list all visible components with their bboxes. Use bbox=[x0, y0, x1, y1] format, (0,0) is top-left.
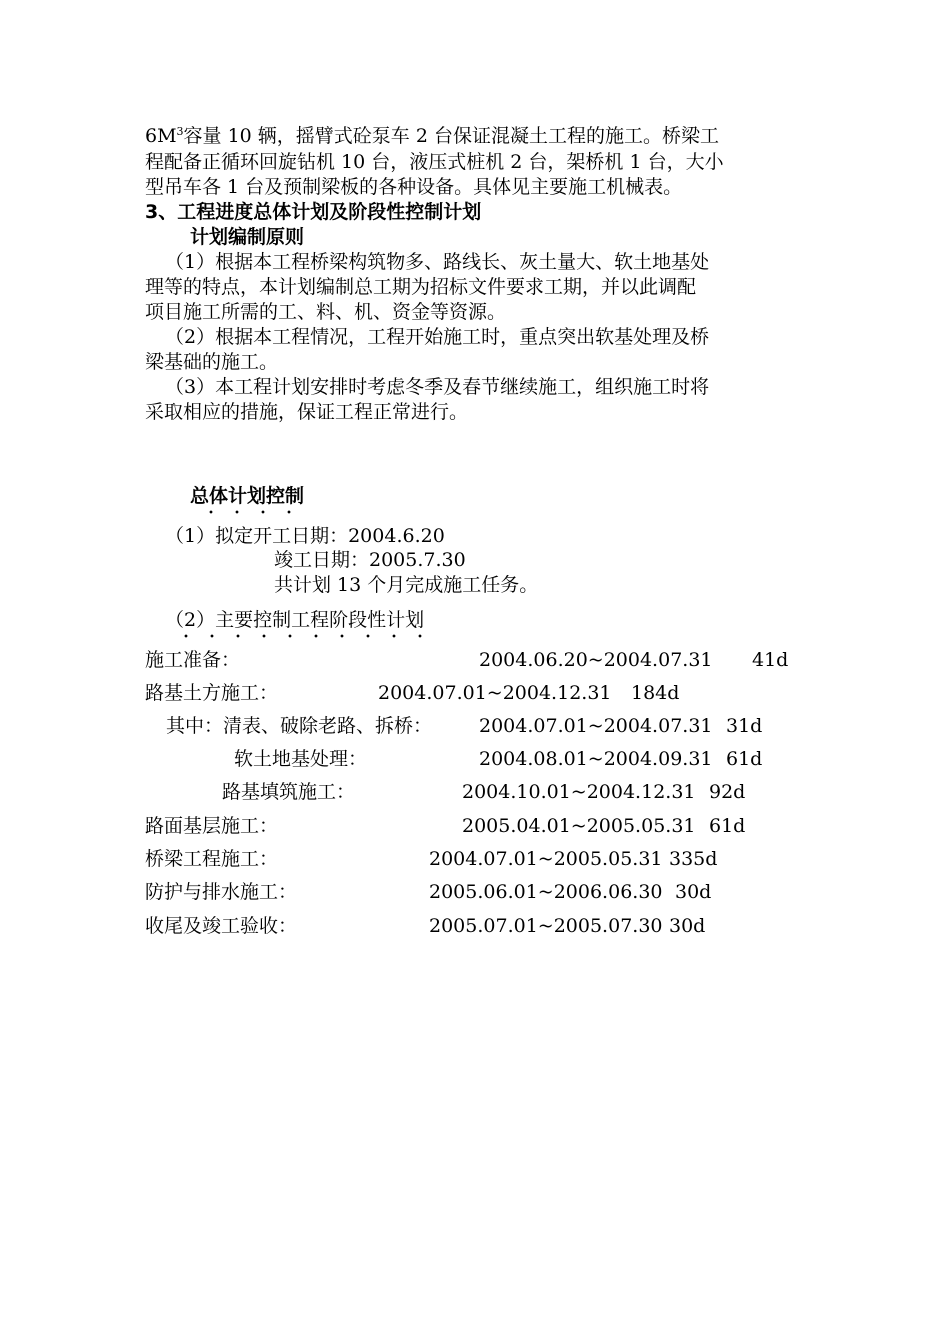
principle-3-line-2: 采取相应的措施，保证工程正常进行。 bbox=[145, 401, 469, 423]
overall-plan-heading bbox=[190, 484, 304, 508]
schedule-row-days: 30d bbox=[669, 915, 706, 937]
schedule-row-name: 桥梁工程施工： bbox=[145, 848, 279, 870]
subheading-principles: 计划编制原则 bbox=[190, 226, 305, 248]
schedule-row-range: 2004.07.01~2004.12.31 bbox=[378, 682, 612, 704]
intro-line-1-start: 6M bbox=[145, 125, 177, 147]
intro-line-3: 型吊车各 1 台及预制梁板的各种设备。具体见主要施工机械表。 bbox=[145, 176, 683, 198]
schedule-row-days: 41d bbox=[752, 649, 789, 671]
schedule-row-days: 31d bbox=[726, 715, 763, 737]
schedule-row-days: 92d bbox=[709, 781, 746, 803]
schedule-row-range: 2004.07.01~2005.05.31 bbox=[429, 848, 663, 870]
schedule-row-name: 软土地基处理： bbox=[234, 748, 368, 770]
schedule-row-days: 30d bbox=[675, 881, 712, 903]
schedule-row-name: 防护与排水施工： bbox=[145, 881, 298, 903]
schedule-row-range: 2005.06.01~2006.06.30 bbox=[429, 881, 663, 903]
schedule-row-name: 其中：清表、破除老路、拆桥： bbox=[166, 715, 433, 737]
schedule-row-days: 184d bbox=[631, 682, 680, 704]
schedule-row-name: 收尾及竣工验收： bbox=[145, 915, 298, 937]
phase-plan-heading-text: （2）主要控制工程阶段性计划 bbox=[165, 609, 424, 639]
principle-1-line-3: 项目施工所需的工、料、机、资金等资源。 bbox=[145, 301, 507, 323]
schedule-row-name: 施工准备： bbox=[145, 649, 241, 671]
schedule-row-name: 路基土方施工： bbox=[145, 682, 279, 704]
principle-2-line-2: 梁基础的施工。 bbox=[145, 351, 279, 373]
schedule-row-range: 2004.07.01~2004.07.31 bbox=[479, 715, 713, 737]
intro-line-2: 程配备正循环回旋钻机 10 台，液压式桩机 2 台，架桥机 1 台，大小 bbox=[145, 151, 724, 173]
start-date-line: （1）拟定开工日期：2004.6.20 bbox=[165, 525, 445, 547]
overall-plan-heading-text: 总体计划控制 bbox=[190, 485, 304, 515]
principle-2-line-1: （2）根据本工程情况，工程开始施工时，重点突出软基处理及桥 bbox=[165, 326, 710, 348]
schedule-row-range: 2004.06.20~2004.07.31 bbox=[479, 649, 713, 671]
phase-plan-heading bbox=[165, 608, 424, 632]
intro-line-1-rest: 容量 10 辆，摇臂式砼泵车 2 台保证混凝土工程的施工。桥梁工 bbox=[183, 125, 719, 147]
principle-1-line-1: （1）根据本工程桥梁构筑物多、路线长、灰土量大、软土地基处 bbox=[165, 251, 710, 273]
total-duration-line: 共计划 13 个月完成施工任务。 bbox=[274, 574, 539, 596]
schedule-row-range: 2004.10.01~2004.12.31 bbox=[462, 781, 696, 803]
principle-1-line-2: 理等的特点，本计划编制总工期为招标文件要求工期，并以此调配 bbox=[145, 276, 697, 298]
schedule-row-name: 路面基层施工： bbox=[145, 815, 279, 837]
schedule-row-range: 2004.08.01~2004.09.31 bbox=[479, 748, 713, 770]
schedule-row-days: 335d bbox=[669, 848, 718, 870]
schedule-row-range: 2005.04.01~2005.05.31 bbox=[462, 815, 696, 837]
schedule-row-range: 2005.07.01~2005.07.30 bbox=[429, 915, 663, 937]
schedule-row-days: 61d bbox=[726, 748, 763, 770]
intro-line-1 bbox=[145, 124, 719, 148]
schedule-row-name: 路基填筑施工： bbox=[222, 781, 356, 803]
principle-3-line-1: （3）本工程计划安排时考虑冬季及春节继续施工，组织施工时将 bbox=[165, 376, 710, 398]
section-heading: 3、工程进度总体计划及阶段性控制计划 bbox=[145, 201, 482, 223]
superscript-3: 3 bbox=[176, 125, 184, 138]
end-date-line: 竣工日期：2005.7.30 bbox=[274, 549, 466, 571]
schedule-row-days: 61d bbox=[709, 815, 746, 837]
